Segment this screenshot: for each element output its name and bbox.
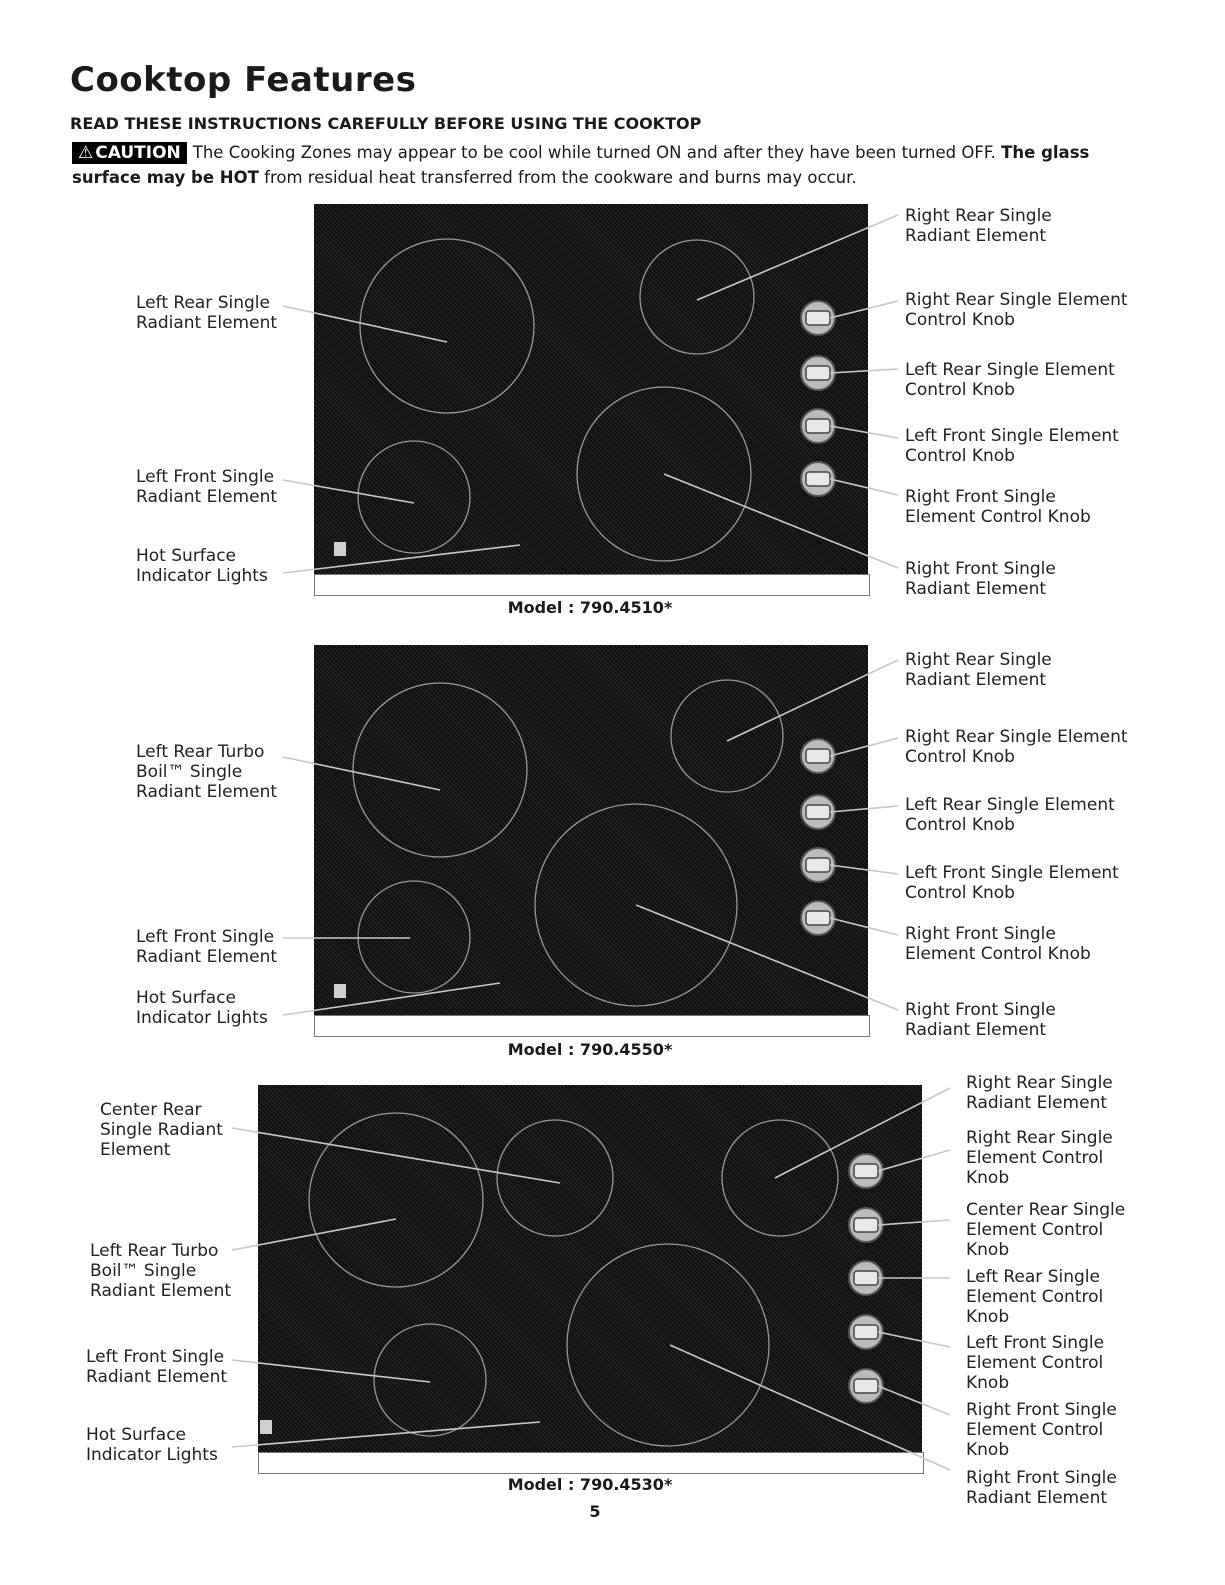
label-4550-right-front-knob: Right Front Single Element Control Knob — [905, 924, 1091, 964]
cooktop-4550-glass — [314, 645, 868, 1015]
model-4530-caption: Model : 790.4530* — [507, 1475, 673, 1494]
label-4510-left-front-knob: Left Front Single Element Control Knob — [905, 426, 1119, 466]
label-4530-center-rear-knob: Center Rear Single Element Control Knob — [966, 1200, 1126, 1260]
label-4530-left-rear-turbo-element: Left Rear Turbo Boil™ Single Radiant Element — [90, 1241, 232, 1301]
caution-text-a: The Cooking Zones may appear to be cool while turned ON and after they have been turned OFF. — [192, 143, 996, 162]
caution-badge — [72, 142, 187, 164]
caution-text-bold: The glass surface may be HOT — [72, 143, 1090, 187]
cooktop-4510-trim — [314, 574, 870, 596]
label-4530-center-rear-element: Center Rear Single Radiant Element — [100, 1100, 223, 1160]
label-4510-left-front-element: Left Front Single Radiant Element — [136, 467, 278, 507]
instructions-subtitle: READ THESE INSTRUCTIONS CAREFULLY BEFORE USING THE COOKTOP — [70, 114, 702, 133]
page-number: 5 — [589, 1502, 601, 1521]
label-4530-right-front-element: Right Front Single Radiant Element — [966, 1468, 1117, 1508]
label-4530-right-rear-knob: Right Rear Single Element Control Knob — [966, 1128, 1113, 1188]
model-4510-caption: Model : 790.4510* — [507, 598, 673, 617]
label-4510-left-rear-knob: Left Rear Single Element Control Knob — [905, 360, 1115, 400]
label-4530-left-front-element: Left Front Single Radiant Element — [86, 1347, 228, 1387]
label-4530-hot-surface-lights: Hot Surface Indicator Lights — [86, 1425, 218, 1465]
label-4510-right-rear-element: Right Rear Single Radiant Element — [905, 206, 1052, 246]
label-4530-left-rear-knob: Left Rear Single Element Control Knob — [966, 1267, 1104, 1327]
label-4530-left-front-knob: Left Front Single Element Control Knob — [966, 1333, 1105, 1393]
label-4550-left-rear-turbo-element: Left Rear Turbo Boil™ Single Radiant Element — [136, 742, 278, 802]
cooktop-4510-glass — [314, 204, 868, 574]
caution-notice — [72, 140, 1162, 190]
caution-text-b: from residual heat transferred from the cookware and burns may occur. — [264, 168, 857, 187]
cooktop-4530-glass — [258, 1085, 922, 1452]
label-4530-right-rear-element: Right Rear Single Radiant Element — [966, 1073, 1113, 1113]
label-4550-right-front-element: Right Front Single Radiant Element — [905, 1000, 1056, 1040]
label-4510-right-front-element: Right Front Single Radiant Element — [905, 559, 1056, 599]
warning-triangle-icon: ⚠ — [78, 143, 94, 163]
page-title: Cooktop Features — [70, 60, 417, 100]
label-4510-right-front-knob: Right Front Single Element Control Knob — [905, 487, 1091, 527]
label-4510-hot-surface-lights: Hot Surface Indicator Lights — [136, 546, 268, 586]
cooktop-4530-trim — [258, 1452, 924, 1474]
label-4550-left-front-element: Left Front Single Radiant Element — [136, 927, 278, 967]
label-4550-right-rear-knob: Right Rear Single Element Control Knob — [905, 727, 1128, 767]
label-4510-left-rear-element: Left Rear Single Radiant Element — [136, 293, 278, 333]
label-4510-right-rear-knob: Right Rear Single Element Control Knob — [905, 290, 1128, 330]
label-4550-left-front-knob: Left Front Single Element Control Knob — [905, 863, 1119, 903]
label-4550-left-rear-knob: Left Rear Single Element Control Knob — [905, 795, 1115, 835]
model-4550-caption: Model : 790.4550* — [507, 1040, 673, 1059]
label-4550-hot-surface-lights: Hot Surface Indicator Lights — [136, 988, 268, 1028]
cooktop-4550-trim — [314, 1015, 870, 1037]
label-4530-right-front-knob: Right Front Single Element Control Knob — [966, 1400, 1117, 1460]
label-4550-right-rear-element: Right Rear Single Radiant Element — [905, 650, 1052, 690]
caution-badge-label: CAUTION — [95, 143, 181, 163]
